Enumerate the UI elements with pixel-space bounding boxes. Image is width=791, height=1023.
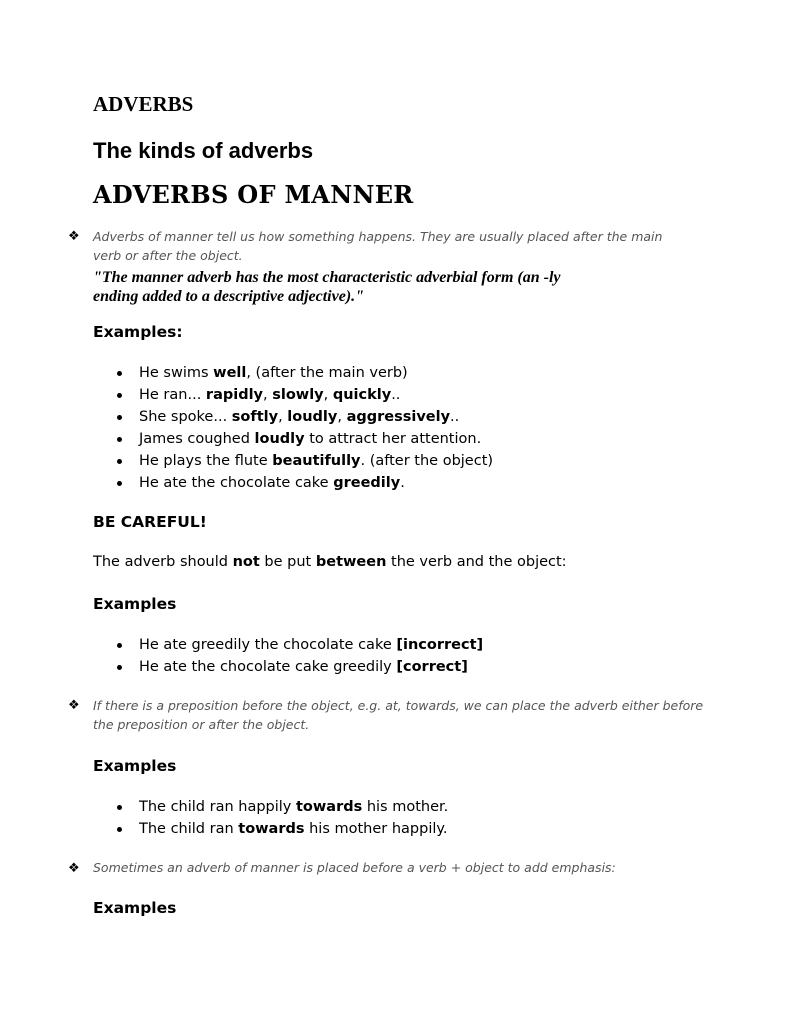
examples-heading: Examples	[93, 595, 177, 613]
note-manner-definition	[93, 227, 693, 265]
note-emphasis-rule	[93, 858, 693, 877]
list-item: He ate greedily the chocolate cake [incorrect]	[93, 634, 483, 656]
list-item: He ate the chocolate cake greedily [correct]	[93, 656, 483, 678]
note-line: If there is a preposition before the object, e.g. at, towards, we can place the adverb either before	[93, 698, 704, 713]
examples-list	[93, 362, 493, 494]
list-item: James coughed loudly to attract her attention.	[93, 428, 493, 450]
diamond-bullet-icon: ❖	[68, 698, 80, 713]
definition-quote	[93, 268, 693, 306]
diamond-bullet-icon: ❖	[68, 861, 80, 876]
list-item: He plays the flute beautifully. (after the object)	[93, 450, 493, 472]
diamond-bullet-icon: ❖	[68, 229, 80, 244]
note-preposition-rule	[93, 696, 713, 734]
list-item: The child ran happily towards his mother.	[93, 796, 448, 818]
examples-heading: Examples:	[93, 323, 183, 341]
list-item: He ran... rapidly, slowly, quickly..	[93, 384, 493, 406]
examples-list	[93, 796, 448, 840]
note-line: Adverbs of manner tell us how something happens. They are usually placed after the main	[93, 229, 663, 244]
section-title: ADVERBS OF MANNER	[93, 180, 414, 209]
examples-list	[93, 634, 483, 678]
quote-line: ending added to a descriptive adjective)."	[93, 288, 365, 305]
list-item: He ate the chocolate cake greedily.	[93, 472, 493, 494]
list-item: She spoke... softly, loudly, aggressively..	[93, 406, 493, 428]
be-careful-heading: BE CAREFUL!	[93, 513, 207, 531]
list-item: The child ran towards his mother happily.	[93, 818, 448, 840]
note-line: verb or after the object.	[93, 248, 243, 263]
note-line: Sometimes an adverb of manner is placed before a verb + object to add emphasis:	[93, 860, 616, 875]
quote-line: "The manner adverb has the most characteristic adverbial form (an -ly	[93, 269, 561, 286]
page-subtitle: The kinds of adverbs	[93, 138, 314, 163]
note-line: the preposition or after the object.	[93, 717, 310, 732]
page-title: ADVERBS	[93, 92, 194, 116]
examples-heading: Examples	[93, 757, 177, 775]
examples-heading: Examples	[93, 899, 177, 917]
list-item: He swims well, (after the main verb)	[93, 362, 493, 384]
careful-rule-text: The adverb should not be put between the verb and the object:	[93, 554, 567, 570]
